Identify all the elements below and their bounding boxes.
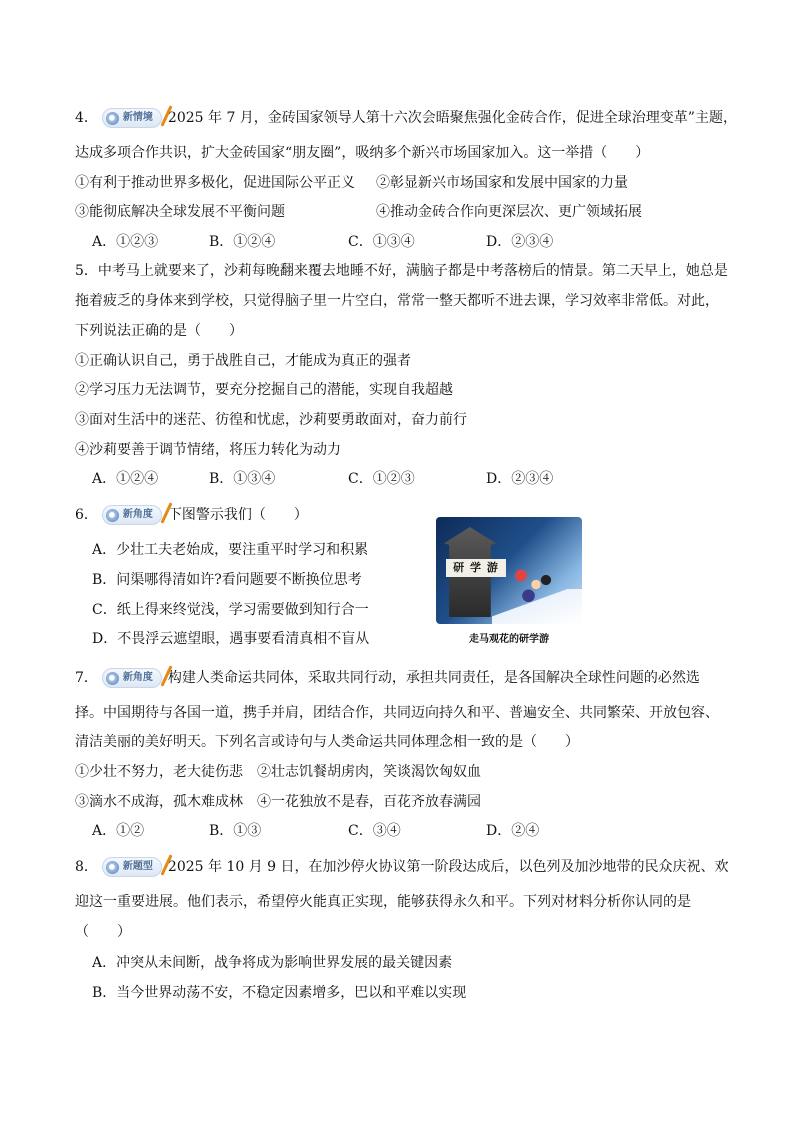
cartoon-sign: 研 学 游: [446, 559, 506, 577]
q8-stem-line3: （ ）: [75, 924, 131, 940]
road-shape: [492, 589, 582, 624]
q4-badge: [102, 108, 162, 128]
q5-statement-1: ①正确认识自己，勇于战胜自己，才能成为真正的强者: [75, 353, 411, 369]
q7-badge-label: 新角度: [122, 672, 153, 683]
badge-icon: [106, 112, 119, 125]
q8-stem-line1: [75, 857, 729, 877]
q8-option-a: A．冲突从未间断，战争将成为影响世界发展的最关键因素: [92, 955, 453, 971]
q6-number: 6．: [75, 507, 98, 523]
q5-option-c: C．①②③: [348, 471, 415, 487]
q5-statement-2: ②学习压力无法调节，要充分挖掘自己的潜能，实现自我超越: [75, 382, 453, 398]
q6-badge: [102, 505, 162, 525]
q6-option-d: D．不畏浮云遮望眼，遇事要看清真相不盲从: [92, 631, 370, 647]
q4-stem-line1: [75, 108, 737, 128]
q7-option-d: D．②④: [486, 823, 540, 839]
q8-option-b: B．当今世界动荡不安，不稳定因素增多，巴以和平难以实现: [92, 985, 467, 1001]
q5-stem-line2: 拖着疲乏的身体来到学校，只觉得脑子里一片空白，常常一整天都听不进去课，学习效率非常低。对此，: [75, 293, 719, 309]
q4-stem-text: 2025 年 7 月，金砖国家领导人第十六次会晤聚焦强化金砖合作，促进全球治理变革”主题，: [167, 110, 737, 126]
q5-statement-4: ④沙莉要善于调节情绪，将压力转化为动力: [75, 442, 341, 458]
q8-badge: [102, 857, 162, 877]
q8-stem-line2: 迎这一重要进展。他们表示，希望停火能真正实现，能够获得永久和平。下列对材料分析你认同的是: [75, 894, 691, 910]
q6-option-a: A．少壮工夫老始成，要注重平时学习和积累: [92, 542, 369, 558]
q8-badge-label: 新题型: [122, 861, 153, 872]
q8-number: 8．: [75, 859, 98, 875]
q7-stem-line3: 清洁美丽的美好明天。下列名言或诗句与人类命运共同体理念相一致的是（ ）: [75, 734, 579, 750]
q4-stem-line2: 达成多项合作共识，扩大金砖国家“朋友圈”，吸纳多个新兴市场国家加入。这一举措（ ）: [75, 145, 650, 161]
q6-option-b: B．问渠哪得清如许?看问题要不断换位思考: [92, 572, 362, 588]
q5-stem-line3: 下列说法正确的是（ ）: [75, 323, 243, 339]
q4-statement-1: ①有利于推动世界多极化，促进国际公平正义: [75, 175, 355, 191]
q7-option-b: B．①③: [209, 823, 262, 839]
badge-icon: [106, 861, 119, 874]
q5-statement-3: ③面对生活中的迷茫、彷徨和忧虑，沙莉要勇敢面对，奋力前行: [75, 412, 467, 428]
cartoon-caption: 走马观花的研学游: [469, 634, 549, 645]
q4-statement-2: ②彰显新兴市场国家和发展中国家的力量: [376, 175, 628, 191]
q5-option-a: A．①②④: [92, 471, 159, 487]
cartoon-image: [436, 517, 582, 624]
q8-stem-text: 2025 年 10 月 9 日，在加沙停火协议第一阶段达成后，以色列及加沙地带的民众庆祝、欢: [167, 859, 729, 875]
badge-icon: [106, 509, 119, 522]
q7-statements-3-4: ③滴水不成海，孤木难成林 ④一花独放不是春，百花齐放春满园: [75, 794, 481, 810]
q4-statement-4: ④推动金砖合作向更深层次、更广领域拓展: [376, 204, 642, 220]
q4-option-a: A．①②③: [92, 234, 159, 250]
q4-option-b: B．①②④: [209, 234, 276, 250]
q4-option-d: D．②③④: [486, 234, 554, 250]
q7-option-c: C．③④: [348, 823, 401, 839]
q7-number: 7．: [75, 670, 98, 686]
q6-badge-label: 新角度: [122, 509, 153, 520]
q6-stem: [75, 505, 308, 525]
q4-option-c: C．①③④: [348, 234, 415, 250]
q7-badge: [102, 668, 162, 688]
q7-stem-text: 构建人类命运共同体，采取共同行动，承担共同责任，是各国解决全球性问题的必然选: [167, 670, 700, 686]
q7-stem-line2: 择。中国期待与各国一道，携手并肩，团结合作，共同迈向持久和平、普遍安全、共同繁荣、开放包容、: [75, 705, 719, 721]
q4-number: 4．: [75, 110, 98, 126]
q4-badge-label: 新情境: [122, 112, 153, 123]
q4-statement-3: ③能彻底解决全球发展不平衡问题: [75, 204, 285, 220]
q5-option-b: B．①③④: [209, 471, 276, 487]
badge-icon: [106, 672, 119, 685]
q5-option-d: D．②③④: [486, 471, 554, 487]
q5-stem-line1: 5．中考马上就要来了，沙莉每晚翻来覆去地睡不好，满脑子都是中考落榜后的情景。第二天早上，她总是: [75, 263, 728, 279]
q7-statements-1-2: ①少壮不努力，老大徒伤悲 ②壮志饥餐胡虏肉，笑谈渴饮匈奴血: [75, 764, 481, 780]
q6-stem-text: 下图警示我们（ ）: [167, 507, 308, 523]
q6-option-c: C．纸上得来终觉浅，学习需要做到知行合一: [92, 602, 369, 618]
q7-option-a: A．①②: [92, 823, 145, 839]
q7-stem-line1: [75, 668, 700, 688]
